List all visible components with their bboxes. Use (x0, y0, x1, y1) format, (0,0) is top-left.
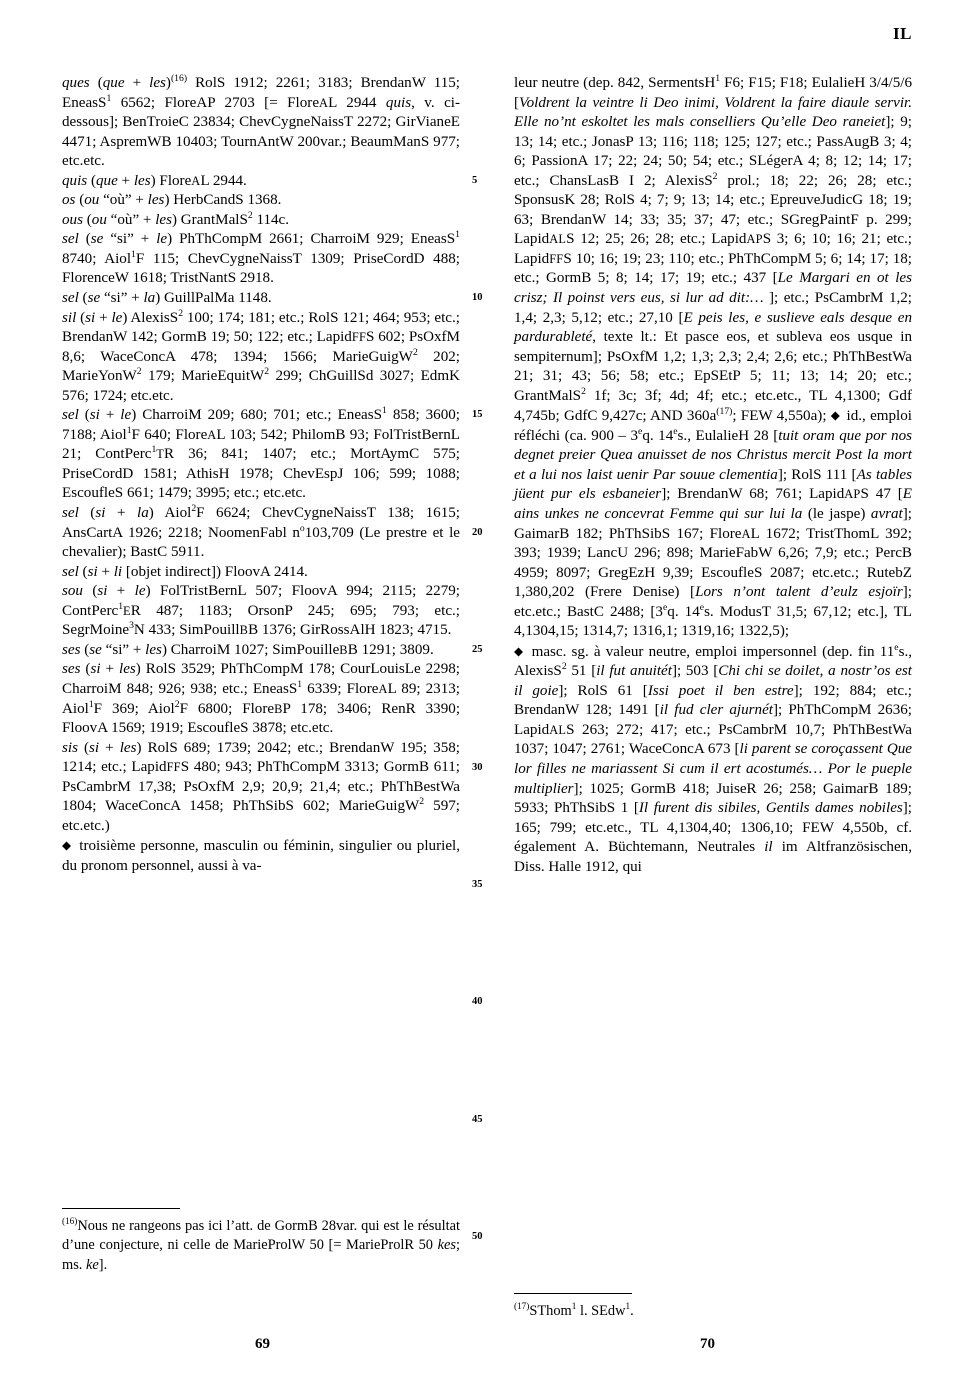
paragraph: ques (que + les)$^{(16)}$ RolS 1912; 2261; 3183; BrendanW 115; EneasS$^1$ 6562; FloreAP 2703 [= FloreAL 2944 quis, v. ci-dessous]; BenTroieC 23834; ChevCygneNaissT 2272; GirVianeE 4471; AspremWB 10403; TournAntW 200var.; BeaumManS 977; etc.etc. (62, 72, 460, 170)
line-number: 10 (472, 292, 483, 303)
paragraph: leur neutre (dep. 842, SermentsH$^1$ F6; F15; F18; EulalieH 3/4/5/6 [Voldrent la veintre li Deo inimi, Voldrent la faire diaule servir. Elle no’nt eskoltet les mals conselliers Qu’elle Deo raneiet]; 9; 13; 14; etc.; JonasP 13; 116; 118; 125; 127; etc.; PassAugB 3; 4; 6; PassionA 17; 22; 24; 50; 54; etc.; SLégerA 4; 8; 12; 14; 17; etc.; ChansLasB I 2; AlexisS$^2$ prol.; 18; 22; 26; 28; etc.; SponsusK 28; RolS 4; 7; 9; 13; 14; etc.; EpreuveJudicG 18; 19; 63; BrendanW 14; 33; 35; 37; 47; etc.; SGregPaintF p. 299; LapidALS 12; 25; 26; 28; etc.; LapidAPS 3; 6; 10; 16; 21; etc.; LapidFFS 10; 16; 19; 23; 110; etc.; PhThCompM 5; 6; 14; 17; 18; etc.; GormB 5; 8; 14; 17; 19; etc.; 437 [Le Margari en ot les crisz; Il poinst vers eus, si lur ad dit:… ]; etc.; PsCambrM 1,2; 1,4; 2,3; 5,12; etc.; 27,10 [E peis les, e suslieve eals desque en pardurableté, texte lt.: Et pasce eos, et subleva eos usque in sempiternum]; PsOxfM 1,2; 1,3; 2,3; 2,4; 2,6; etc.; PhThBestWa 21; 31; 43; 56; 58; etc.; EpSEtP 5; 11; 13; 14; 20; etc.; GrantMalS$^2$ 1f; 3c; 3f; 4d; 4f; etc.; etc.etc., TL 4,1300; Gdf 4,745b; GdfC 9,427c; AND $360a^{(17)}$; FEW 4,550a); ◆ id., emploi réfléchi (ca. 900 – 3eq. 14es., EulalieH 28 [tuit oram que por nos degnet preier Quea anuisset de nos Christus mercit Post la mort et a lui nos laist uenir Par souue clementia]; RolS 111 [As tables jüent pur els esbaneier]; BrendanW 68; 761; LapidAPS 47 [E ains unkes ne concevrat Femme qui sur lui la (le jaspe) avrat]; GaimarB 182; PhThSibS 167; FloreAL 1672; TristThomL 392; 393; 1939; LancU 296; 898; MarieFabW 6,26; 7,9; etc.; PercB 4959; 8097; GregEzH 9,39; EscoufleS 2087; etc.etc.; RutebZ 1,380,202 (Frere Denise) [Lors n’ont talent d’eulz esjoïr]; etc.etc.; BastC 2488; [3eq. 14es. ModusT 31,5; 67,12; etc.], TL 4,1304,15; 1314,7; 1316,1; 1319,16; 1322,5); (514, 72, 913, 640)
footnote-rule (62, 1208, 180, 1209)
line-number: 15 (472, 409, 483, 420)
paragraph: sel (si + la) Aiol$^2$F 6624; ChevCygneNaissT 138; 1615; AnsCartA 1926; 2218; NoomenFabl $n^o103,709$ (Le prestre et le chevalier); BastC 5911. (62, 503, 460, 561)
folio-left: 69 (255, 1336, 270, 1352)
footnote-right (514, 1293, 912, 1321)
line-number: 50 (472, 1231, 483, 1242)
paragraph: sis (si + les) RolS 689; 1739; 2042; etc.; BrendanW 195; 358; 1214; etc.; LapidFFS 480; 943; PhThCompM 3313; GormB 611; PsCambrM 17,38; PsOxfM 2,9; 20,9; 21,4; etc.; PhThBestWa 1804; WaceConcA 1458; PhThSibS 602; MarieGuigW$^2$ 597; etc.etc.) (62, 739, 460, 834)
paragraph: ◆ masc. sg. à valeur neutre, emploi impersonnel (dep. fin 11es., AlexisS$^2$ 51 [il fut anuitét]; 503 [Chi chi se doilet, a nostr’os est il goie]; RolS 61 [Issi poet il ben estre]; 192; 884; etc.; BrendanW 128; 1491 [il fud cler ajurnét]; PhThCompM 2636; LapidALS 263; 272; 417; etc.; PsCambrM 10,7; PhThBestWa 1037; 1047; 2761; WaceConcA 673 [li parent se coroçassent Que lor filles ne mariassent Si cum il ert acostumés… Por le pueple multiplier]; 1025; GormB 418; JuiseR 26; 258; GaimarB 189; 5933; PhThSibS 1 [Il furent dis sibiles, Gentils dames nobiles]; 165; 799; etc.etc., TL 4,1304,40; 1306,10; FEW 4,550b, cf. également A. Büchtemann, Neutrales il im Altfranzösischen, Diss. Halle 1912, qui (514, 641, 913, 875)
text-column-right (514, 74, 912, 877)
footnote-marker: (16) (62, 1216, 78, 1227)
text-column-left (62, 74, 460, 876)
paragraph: ◆ troisième personne, masculin ou féminin, singulier ou pluriel, du pronom personnel, aussi à va- (62, 838, 460, 874)
paragraph: ses (si + les) RolS 3529; PhThCompM 178; CourLouisLe 2298; CharroiM 848; 926; 938; etc.; EneasS$^1$ 6339; FloreAL 89; 2313; Aiol$^1$F 369; Aiol$^2$F 6800; FloreBP 178; 3406; RenR 3390; FloovA 1569; 1919; EscoufleS 3878; etc.etc. (62, 661, 461, 737)
paragraph: ous (ou “où” + les) GrantMalS$^2$ 114c. (62, 209, 290, 228)
line-number: 20 (472, 527, 483, 538)
footnote-marker: (17) (514, 1301, 530, 1312)
paragraph: sil (si + le) AlexisS$^2$ 100; 174; 181; etc.; RolS 121; 464; 953; etc.; BrendanW 142; GormB 19; 50; 122; etc.; LapidFFS 602; PsOxfM 8,6; WaceConcA 478; 1394; 1566; MarieGuigW$^2$ 202; MarieYonW$^2$ 179; MarieEquitW$^2$ 299; ChGuillSd 3027; EdmK 576; 1724; etc.etc. (62, 307, 461, 404)
line-number: 30 (472, 762, 483, 773)
paragraph: ses (se “si” + les) CharroiM 1027; SimPouilleBB 1291; 3809. (62, 641, 434, 658)
running-head: IL (893, 24, 912, 43)
footnote-right-text: $^{(17)}$SThom$^1$ l. SEdw$^1$. (514, 1301, 634, 1319)
folio-right: 70 (700, 1336, 715, 1352)
footnote-rule (514, 1293, 632, 1294)
paragraph: sel (se “si” + la) GuillPalMa 1148. (62, 290, 272, 307)
footnote-left (62, 1208, 460, 1275)
line-number: 35 (472, 879, 483, 890)
line-number: 40 (472, 996, 483, 1007)
line-number: 45 (472, 1114, 483, 1125)
line-number: 5 (472, 175, 478, 186)
paragraph: quis (que + les) FloreAL 2944. (62, 172, 247, 189)
footnote-left-text: $^{(16)}$Nous ne rangeons pas ici l’att. de GormB 28var. qui est le résultat d’une conjecture, ni celle de MarieProlW 50 [= MarieProlR 50 kes; ms. ke]. (62, 1216, 460, 1273)
paragraph: os (ou “où” + les) HerbCandS 1368. (62, 192, 282, 209)
paragraph: sel (se “si” + le) PhThCompM 2661; CharroiM 929; EneasS$^1$ 8740; Aiol$^1$F 115; ChevCygneNaissT 1309; PriseCordD 488; FlorenceW 1618; TristNantS 2918. (62, 229, 460, 287)
line-number: 25 (472, 644, 483, 655)
paragraph: sel (si + li [objet indirect]) FloovA 2414. (62, 563, 308, 580)
paragraph: sou (si + le) FolTristBernL 507; FloovA 994; 2115; 2279; ContPerc$^1$ER 487; 1183; OrsonP 245; 695; 793; etc.; SegrMoine$^3$N 433; SimPouillBB 1376; GirRossAlH 1823; 4715. (62, 583, 461, 639)
paragraph: sel (si + le) CharroiM 209; 680; 701; etc.; EneasS$^1$ 858; 3600; 7188; Aiol$^1$F 640; FloreAL 103; 542; PhilomB 93; FolTristBernL 21; ContPerc$^1$TR 36; 841; 1407; etc.; MortAymC 575; PriseCordD 1581; AthisH 1978; ChevEspJ 106; 599; 1088; EscoufleS 661; 1479; 3995; etc.; etc.etc. (62, 405, 461, 502)
